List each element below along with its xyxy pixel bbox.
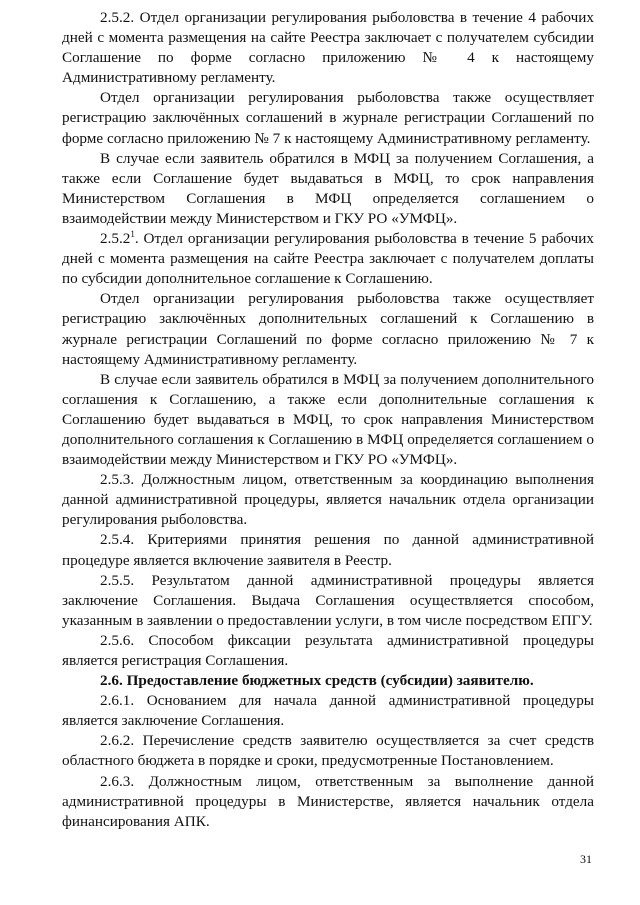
paragraph-2-5-2-1-number: 2.5.2 — [100, 230, 131, 248]
section-heading-2-6: 2.6. Предоставление бюджетных средств (субсидии) заявителю. — [100, 672, 534, 690]
paragraph-2-5-2-registration: Отдел организации регулирования рыболовства также осуществляет регистрацию заключённых соглашений в журнале регистрации Соглашений по форме согласно приложению № 7 к настоящему Административному регламенту. — [62, 89, 594, 147]
paragraph-2-5-2-1-mfc: В случае если заявитель обратился в МФЦ за получением дополнительного соглашения к Соглашению, а также если дополнительные соглашения к Соглашению будет выдаваться в МФЦ, то срок направления Министерством дополнительного соглашения к Соглашению в МФЦ определяется соглашением о взаимодействии между Министерством и ГКУ РО «УМФЦ». — [62, 370, 594, 469]
paragraph-2-5-3: 2.5.3. Должностным лицом, ответственным за координацию выполнения данной административной процедуры, является начальник отдела организации регулирования рыболовства. — [62, 471, 594, 529]
paragraph-2-5-2: 2.5.2. Отдел организации регулирования рыболовства в течение 4 рабочих дней с момента размещения на сайте Реестра заключает с получателем субсидии Соглашение по форме согласно приложению № 4 к настоящему Административному регламенту. — [62, 9, 594, 87]
paragraph-2-5-2-1-registration: Отдел организации регулирования рыболовства также осуществляет регистрацию заключённых дополнительных соглашений к Соглашению в журнале регистрации Соглашений по форме согласно приложению № 7 к настоящему Административному регламенту. — [62, 290, 594, 368]
paragraph-2-6-3: 2.6.3. Должностным лицом, ответственным за выполнение данной административной процедуры в Министерстве, является начальник отдела финансирования АПК. — [62, 772, 594, 830]
superscript-index: 1 — [130, 228, 135, 239]
paragraph-2-5-6: 2.5.6. Способом фиксации результата административной процедуры является регистрация Соглашения. — [62, 631, 594, 669]
paragraph-2-6-2: 2.6.2. Перечисление средств заявителю осуществляется за счет средств областного бюджета в порядке и сроки, предусмотренные Постановлением. — [62, 732, 594, 770]
paragraph-2-5-2-1-text: . Отдел организации регулирования рыболовства в течение 5 рабочих дней с момента размещения на сайте Реестра заключает с получателем доплаты по субсидии дополнительное соглашение к Соглашению. — [62, 230, 594, 288]
page-number: 31 — [580, 852, 592, 866]
document-page — [62, 8, 594, 832]
paragraph-2-5-2-1 — [62, 229, 594, 289]
paragraph-2-5-2-mfc: В случае если заявитель обратился в МФЦ за получением Соглашения, а также если Соглашение будет выдаваться в МФЦ, то срок направления Министерством Соглашения в МФЦ определяется соглашением о взаимодействии между Министерством и ГКУ РО «УМФЦ». — [62, 149, 594, 227]
paragraph-2-5-5: 2.5.5. Результатом данной административной процедуры является заключение Соглашения. Выдача Соглашения осуществляется способом, указанным в заявлении о предоставлении услуги, в том числе посредством ЕПГУ. — [62, 571, 594, 629]
paragraph-2-5-4: 2.5.4. Критериями принятия решения по данной административной процедуре является включение заявителя в Реестр. — [62, 531, 594, 569]
paragraph-2-6-1: 2.6.1. Основанием для начала данной административной процедуры является заключение Соглашения. — [62, 692, 594, 730]
